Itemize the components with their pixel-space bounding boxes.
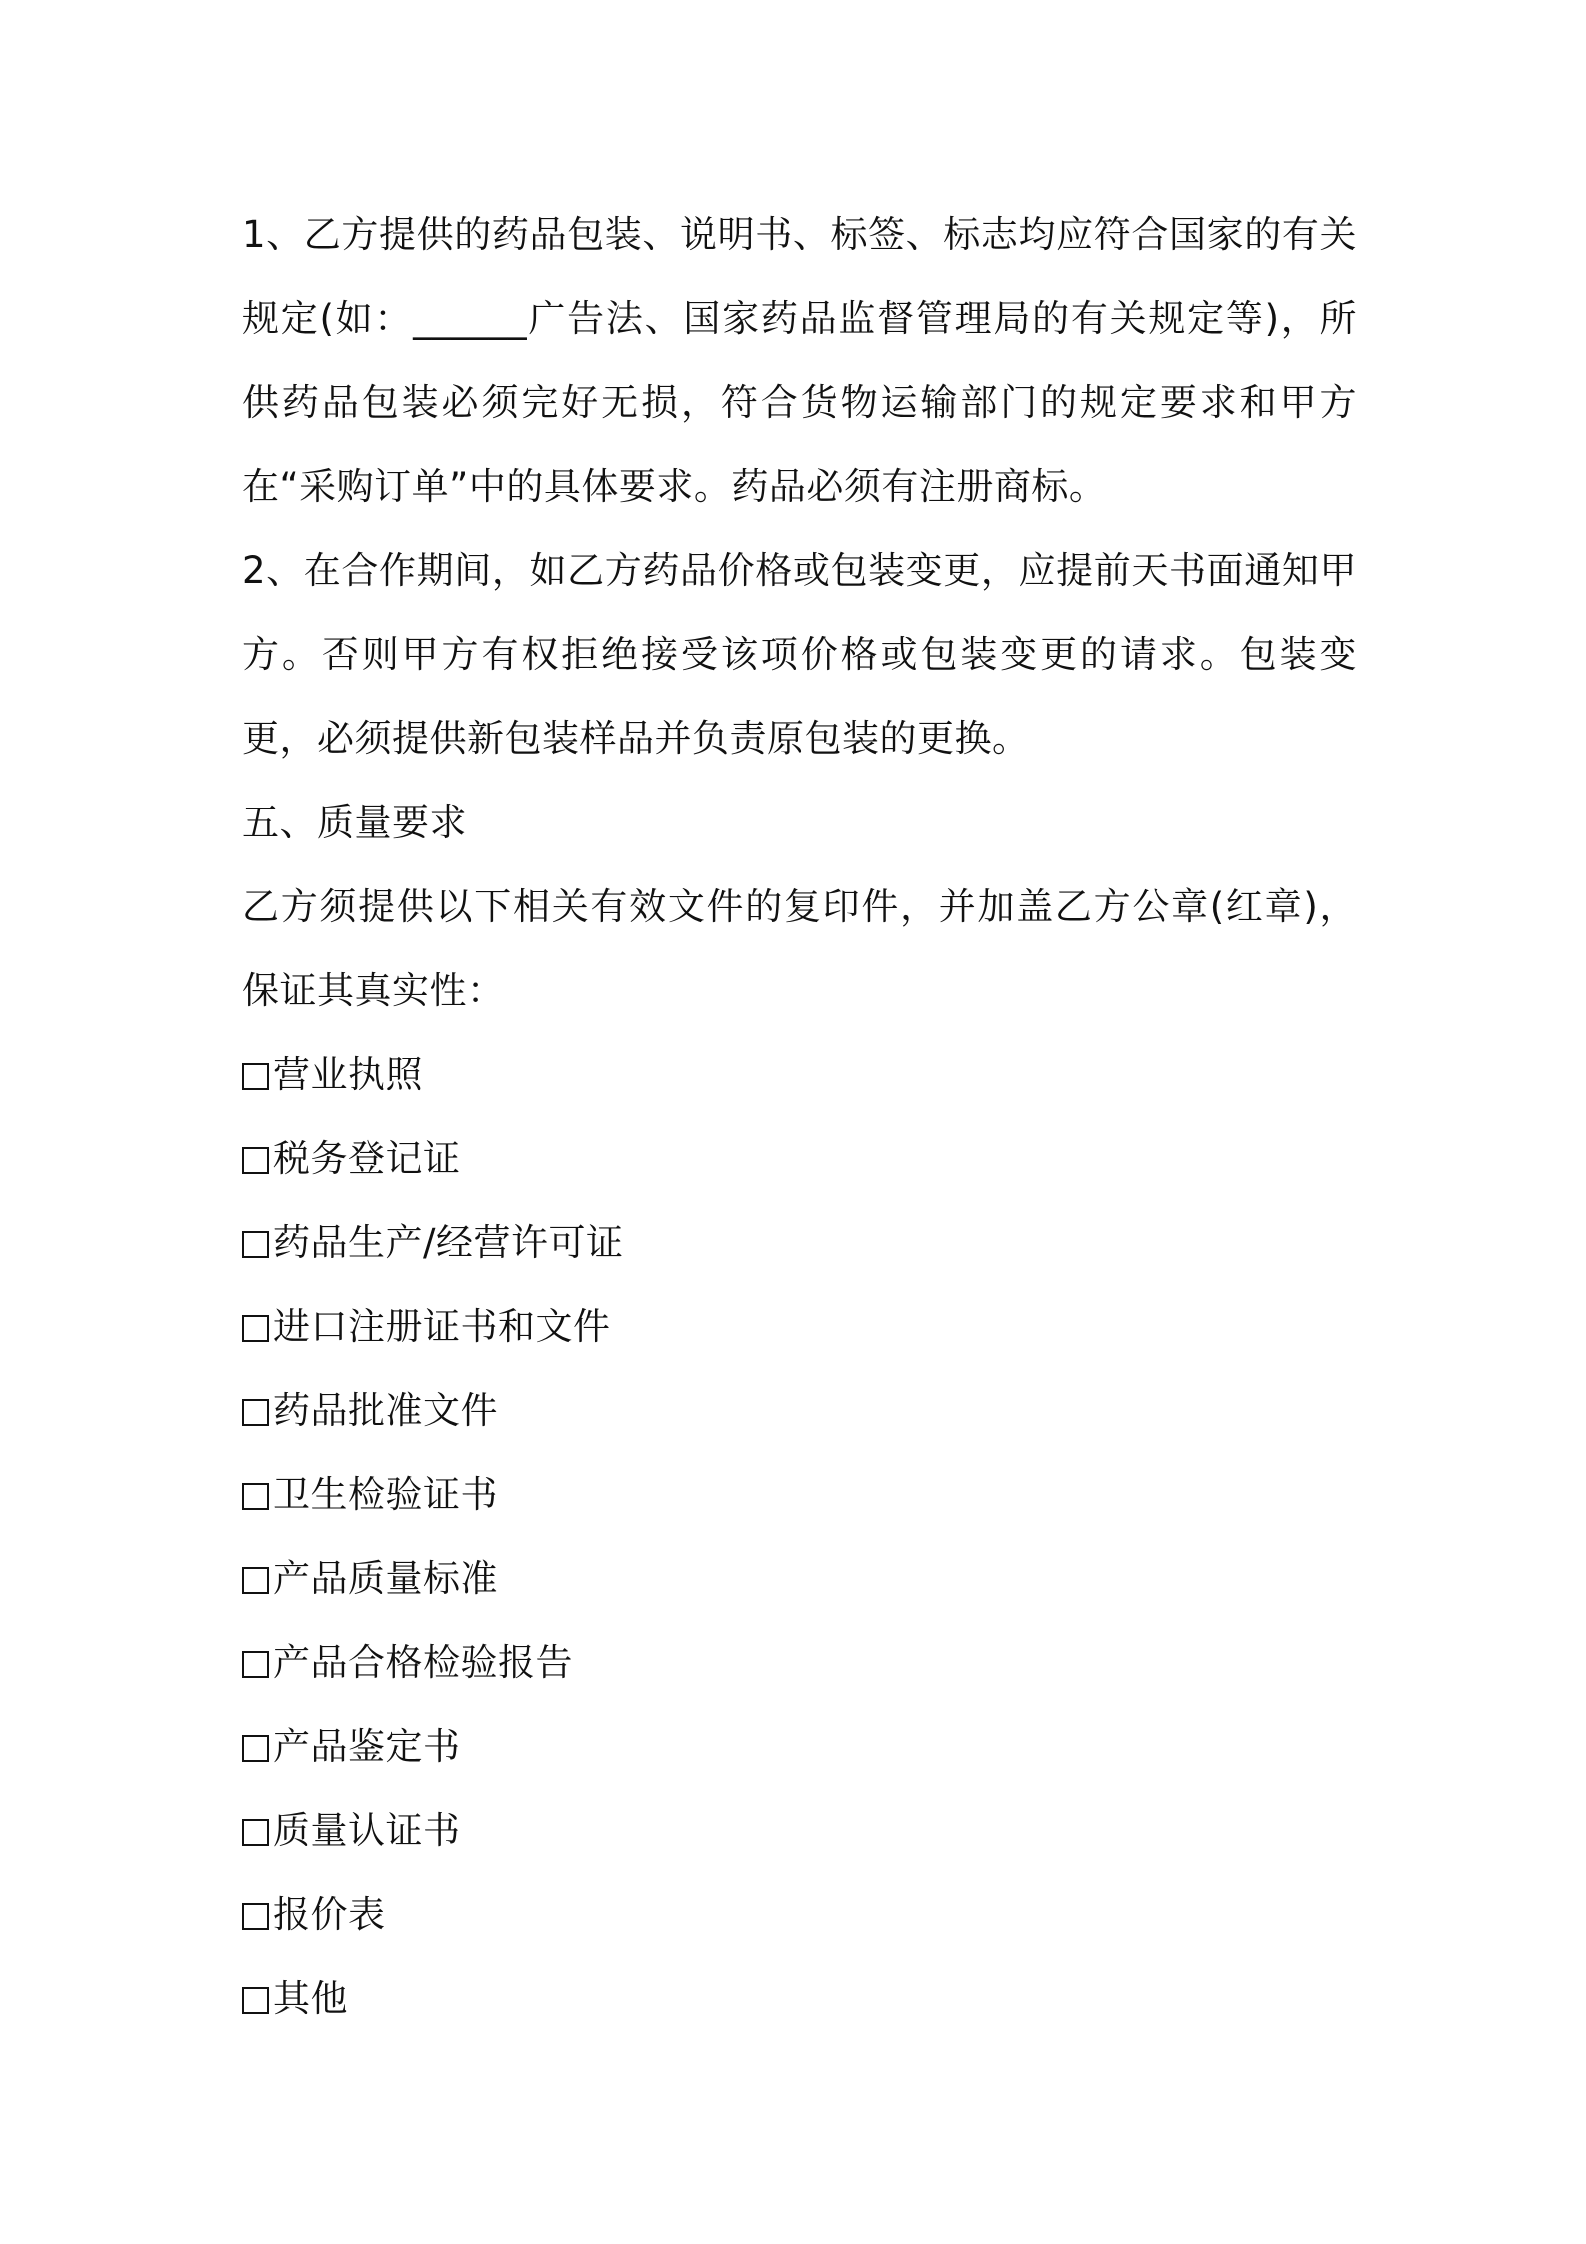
checklist-label: 质量认证书	[273, 1809, 461, 1852]
checkbox[interactable]	[242, 1483, 269, 1510]
checklist-item-quotation[interactable]	[242, 1873, 1357, 1957]
checkbox[interactable]	[242, 1315, 269, 1342]
paragraph-price-change-notice: 2、在合作期间，如乙方药品价格或包装变更，应提前天书面通知甲方。否则甲方有权拒绝接受该项价格或包装变更的请求。包装变更，必须提供新包装样品并负责原包装的更换。	[242, 549, 1357, 760]
checklist-item-business-license[interactable]	[242, 1033, 1357, 1117]
checklist-item-quality-certification[interactable]	[242, 1789, 1357, 1873]
checkbox[interactable]	[242, 1399, 269, 1426]
checklist-label: 药品批准文件	[273, 1389, 498, 1432]
checklist-item-quality-standard[interactable]	[242, 1537, 1357, 1621]
checklist-label: 产品合格检验报告	[273, 1641, 573, 1684]
checkbox[interactable]	[242, 1735, 269, 1762]
checklist-item-drug-approval[interactable]	[242, 1369, 1357, 1453]
checkbox[interactable]	[242, 1651, 269, 1678]
checkbox[interactable]	[242, 1903, 269, 1930]
checklist-item-import-registration[interactable]	[242, 1285, 1357, 1369]
checklist-label: 卫生检验证书	[273, 1473, 498, 1516]
checkbox[interactable]	[242, 1987, 269, 2014]
checklist-label: 税务登记证	[273, 1137, 461, 1180]
checklist-label: 产品鉴定书	[273, 1725, 461, 1768]
checklist-item-inspection-report[interactable]	[242, 1621, 1357, 1705]
checklist-item-tax-registration[interactable]	[242, 1117, 1357, 1201]
checkbox[interactable]	[242, 1063, 269, 1090]
checkbox[interactable]	[242, 1147, 269, 1174]
checkbox[interactable]	[242, 1567, 269, 1594]
checkbox[interactable]	[242, 1819, 269, 1846]
paragraph-documents-intro: 乙方须提供以下相关有效文件的复印件，并加盖乙方公章(红章)，保证其真实性：	[242, 885, 1357, 1012]
checkbox[interactable]	[242, 1231, 269, 1258]
checklist-label: 产品质量标准	[273, 1557, 498, 1600]
checklist-label: 报价表	[273, 1893, 386, 1936]
checklist-label: 营业执照	[273, 1053, 423, 1096]
section-heading-quality: 五、质量要求	[242, 801, 467, 844]
checklist-label: 进口注册证书和文件	[273, 1305, 611, 1348]
checklist-item-health-inspection[interactable]	[242, 1453, 1357, 1537]
checklist-item-appraisal-certificate[interactable]	[242, 1705, 1357, 1789]
document-body	[242, 193, 1357, 2041]
checklist-label: 药品生产/经营许可证	[273, 1221, 624, 1264]
checklist-item-drug-license[interactable]	[242, 1201, 1357, 1285]
paragraph-packaging-requirements: 1、乙方提供的药品包装、说明书、标签、标志均应符合国家的有关规定(如：______广告法、国家药品监督管理局的有关规定等)，所供药品包装必须完好无损，符合货物运输部门的规定要求和甲方在“采购订单”中的具体要求。药品必须有注册商标。	[242, 213, 1357, 508]
checklist-label: 其他	[273, 1977, 348, 2020]
checklist-item-other[interactable]	[242, 1957, 1357, 2041]
